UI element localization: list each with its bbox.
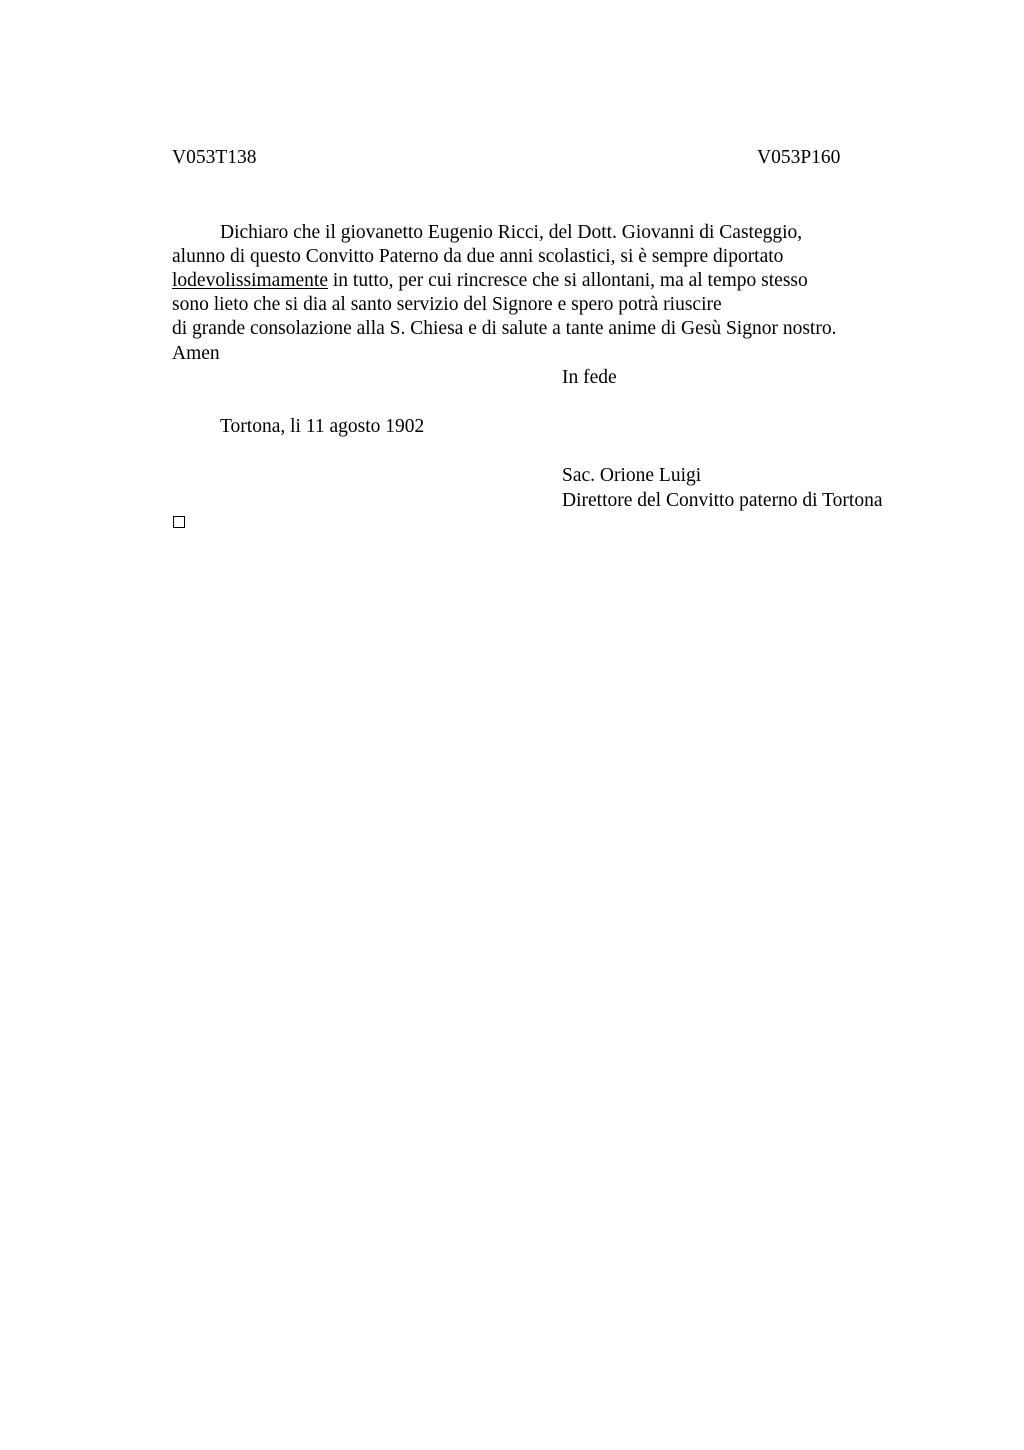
body-line-5: di grande consolazione alla S. Chiesa e di salute a tante anime di Gesù Signor nostro. <box>172 318 837 339</box>
underlined-word: lodevolissimamente <box>172 270 328 291</box>
body-line-1: Dichiaro che il giovanetto Eugenio Ricci, del Dott. Giovanni di Casteggio, <box>220 222 803 243</box>
empty-square-icon <box>173 516 185 528</box>
place-date: Tortona, li 11 agosto 1902 <box>220 416 425 437</box>
body-line-4: sono lieto che si dia al santo servizio del Signore e spero potrà riuscire <box>172 294 722 315</box>
signature-name: Sac. Orione Luigi <box>562 465 702 486</box>
signature-title: Direttore del Convitto paterno di Tortona <box>562 490 883 511</box>
document-code-right: V053P160 <box>757 147 841 168</box>
document-code-left: V053T138 <box>172 147 257 168</box>
in-fede: In fede <box>562 367 617 388</box>
body-line-6: Amen <box>172 343 220 364</box>
body-line-3 <box>172 269 808 293</box>
body-line-3-rest: in tutto, per cui rincresce che si allontani, ma al tempo stesso <box>327 270 808 291</box>
body-line-2: alunno di questo Convitto Paterno da due anni scolastici, si è sempre diportato <box>172 246 784 267</box>
